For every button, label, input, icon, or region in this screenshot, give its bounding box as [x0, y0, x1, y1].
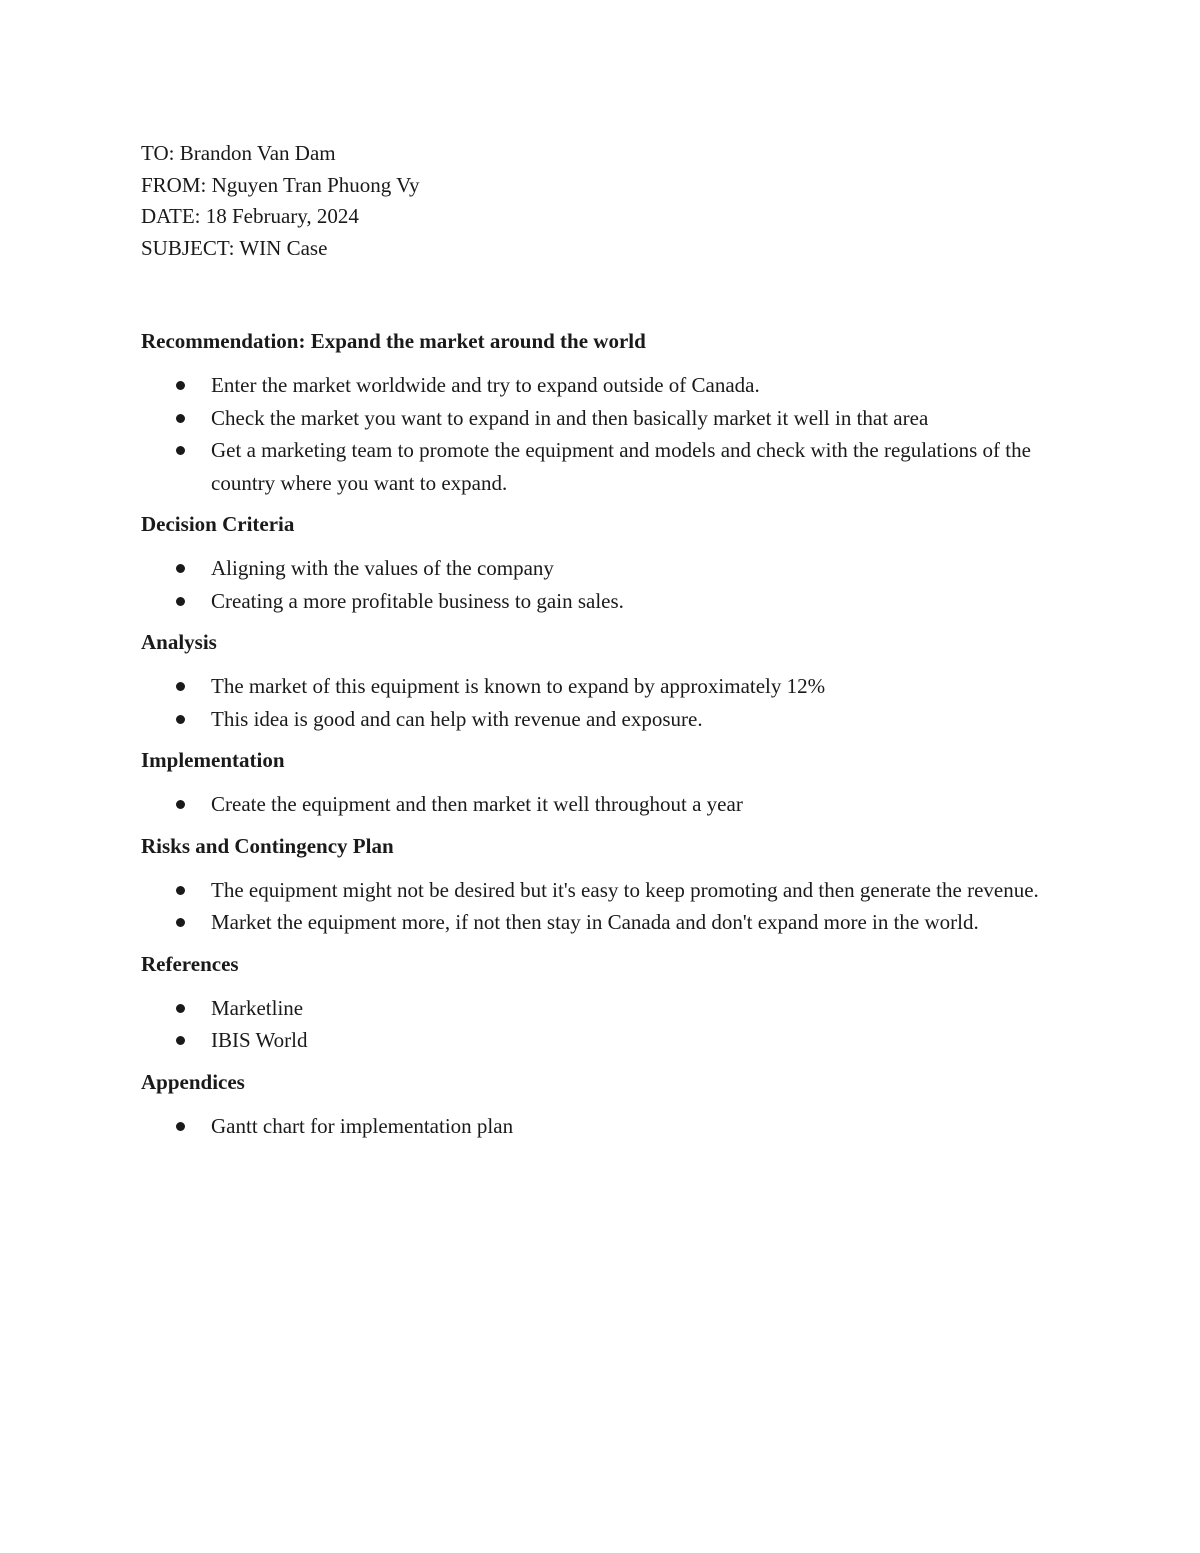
list-item — [141, 434, 1071, 499]
section-title: References — [141, 951, 239, 976]
section-appendices — [141, 1067, 1071, 1143]
list-item — [141, 992, 1071, 1025]
section-title: Appendices — [141, 1069, 245, 1094]
list-item-text: Enter the market worldwide and try to expand outside of Canada. — [211, 373, 760, 397]
memo-from: FROM: Nguyen Tran Phuong Vy — [141, 172, 420, 197]
memo-page — [141, 138, 1071, 1152]
list-item — [141, 1024, 1071, 1057]
memo-date: DATE: 18 February, 2024 — [141, 204, 359, 228]
section-recommendation — [141, 326, 1071, 499]
bullet-list — [141, 670, 1071, 735]
list-item — [141, 402, 1071, 435]
section-title: Risks and Contingency Plan — [141, 833, 394, 858]
list-item — [141, 874, 1071, 907]
list-item-text: Create the equipment and then market it well throughout a year — [211, 792, 743, 816]
list-item — [141, 585, 1071, 618]
bullet-icon — [176, 886, 185, 895]
list-item — [141, 670, 1071, 703]
list-item-text: Creating a more profitable business to gain sales. — [211, 588, 624, 613]
bullet-icon — [176, 564, 185, 573]
section-risks — [141, 831, 1071, 939]
bullet-icon — [176, 1122, 185, 1131]
bullet-list — [141, 788, 1071, 821]
bullet-list — [141, 552, 1071, 617]
section-title: Recommendation: Expand the market around the world — [141, 329, 646, 353]
memo-to: TO: Brandon Van Dam — [141, 141, 336, 165]
list-item-text: The equipment might not be desired but it's easy to keep promoting and then generate the revenue. — [211, 877, 1039, 902]
bullet-icon — [176, 715, 185, 724]
list-item — [141, 788, 1071, 821]
list-item-text: IBIS World — [211, 1028, 308, 1052]
list-item — [141, 1110, 1071, 1143]
section-title: Decision Criteria — [141, 512, 295, 536]
list-item-text: The market of this equipment is known to expand by approximately 12% — [211, 674, 826, 698]
section-references — [141, 949, 1071, 1057]
bullet-list — [141, 992, 1071, 1057]
bullet-list — [141, 1110, 1071, 1143]
bullet-list — [141, 369, 1071, 499]
list-item — [141, 703, 1071, 736]
section-decision-criteria — [141, 509, 1071, 617]
list-item-text: This idea is good and can help with revenue and exposure. — [211, 706, 703, 731]
list-item — [141, 552, 1071, 585]
bullet-icon — [176, 414, 185, 423]
bullet-icon — [176, 682, 185, 691]
list-item-text: Check the market you want to expand in and then basically market it well in that area — [211, 405, 929, 430]
list-item-text: Aligning with the values of the company — [211, 556, 554, 580]
bullet-icon — [176, 381, 185, 390]
list-item — [141, 906, 1071, 939]
list-item — [141, 369, 1071, 402]
bullet-icon — [176, 800, 185, 809]
section-title: Analysis — [141, 630, 217, 654]
list-item-text: Market the equipment more, if not then stay in Canada and don't expand more in the world. — [211, 910, 979, 934]
list-item-text: Marketline — [211, 995, 304, 1020]
bullet-icon — [176, 1004, 185, 1013]
section-analysis — [141, 627, 1071, 735]
list-item-text: Get a marketing team to promote the equipment and models and check with the regulations of the country where you want to expand. — [211, 438, 1031, 495]
section-implementation — [141, 745, 1071, 821]
bullet-list — [141, 874, 1071, 939]
bullet-icon — [176, 1036, 185, 1045]
memo-header — [141, 138, 1071, 264]
bullet-icon — [176, 918, 185, 927]
memo-subject: SUBJECT: WIN Case — [141, 235, 328, 260]
section-title: Implementation — [141, 748, 285, 772]
list-item-text: Gantt chart for implementation plan — [211, 1113, 514, 1138]
bullet-icon — [176, 597, 185, 606]
bullet-icon — [176, 446, 185, 455]
